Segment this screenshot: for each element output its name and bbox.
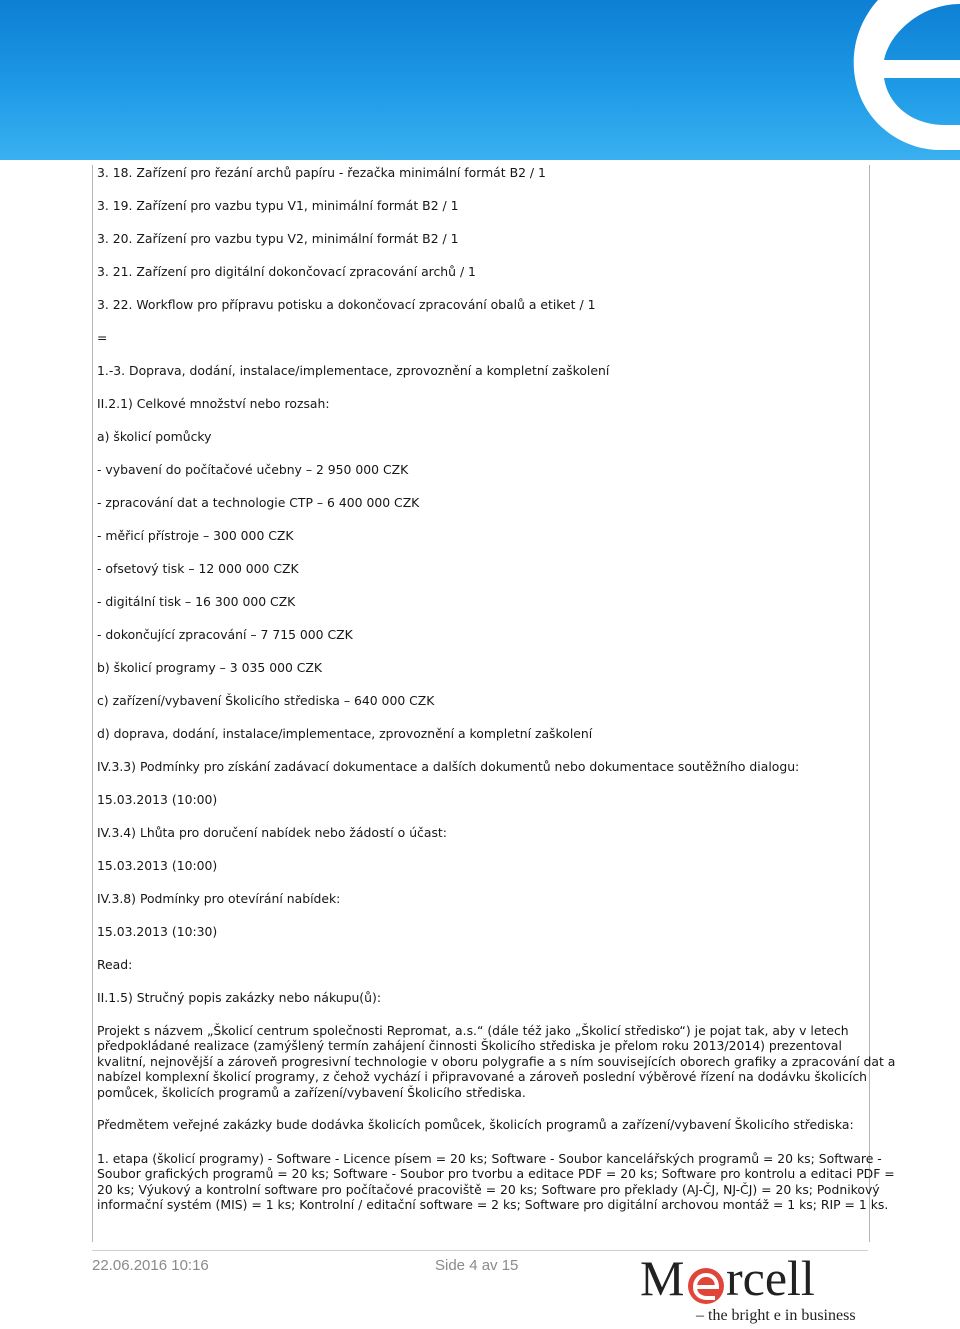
- subject-paragraph: [97, 1117, 867, 1132]
- paragraph-line: informační systém (MIS) = 1 ks; Kontrolní / editační software = 2 ks; Software pro digitální archovou montáž = 1 ks; RIP = 1 ks.: [97, 1197, 889, 1213]
- date-value: 15.03.2013 (10:00): [97, 792, 218, 807]
- paragraph-line: 1. etapa (školicí programy) - Software - Licence písem = 20 ks; Software - Soubor kancelářských programů = 20 ks; Software -: [97, 1151, 882, 1166]
- header-banner: [0, 0, 960, 160]
- list-item: - digitální tisk – 16 300 000 CZK: [97, 594, 296, 609]
- text-line: Read:: [97, 957, 133, 972]
- brand-tagline: – the bright e in business: [696, 1307, 856, 1324]
- text-line: a) školicí pomůcky: [97, 429, 212, 444]
- section-heading: IV.3.4) Lhůta pro doručení nabídek nebo žádostí o účast:: [97, 825, 447, 840]
- paragraph-line: pomůcek, školicích programů a zařízení/vybavení Školicího střediska.: [97, 1084, 526, 1100]
- text-line: 3. 18. Zařízení pro řezání archů papíru - řezačka minimální formát B2 / 1: [97, 165, 546, 180]
- brand-e-icon: [687, 1267, 725, 1305]
- text-line: d) doprava, dodání, instalace/implementace, zprovoznění a kompletní zaškolení: [97, 726, 593, 741]
- list-item: - měřicí přístroje – 300 000 CZK: [97, 528, 294, 543]
- text-line: 3. 21. Zařízení pro digitální dokončovací zpracování archů / 1: [97, 264, 476, 279]
- date-value: 15.03.2013 (10:30): [97, 924, 218, 939]
- footer-page-number: Side 4 av 15: [435, 1257, 519, 1274]
- section-heading: II.2.1) Celkové množství nebo rozsah:: [97, 396, 330, 411]
- paragraph-line: 20 ks; Výukový a kontrolní software pro počítačové pracoviště = 20 ks; Software pro překlady (AJ-ČJ, NJ-ČJ) = 20 ks; Podnikový: [97, 1181, 880, 1197]
- list-item: - zpracování dat a technologie CTP – 6 400 000 CZK: [97, 495, 420, 510]
- paragraph-line: předpokládané realizace (zamýšlený termín zahájení činnosti Školicího střediska je přelom roku 2013/2014) prezentoval: [97, 1038, 842, 1054]
- text-line: 3. 19. Zařízení pro vazbu typu V1, minimální formát B2 / 1: [97, 198, 459, 213]
- section-heading: II.1.5) Stručný popis zakázky nebo nákupu(ů):: [97, 990, 382, 1005]
- footer-date: 22.06.2016 10:16: [92, 1257, 209, 1274]
- stage-paragraph: [97, 1151, 895, 1213]
- list-item: - vybavení do počítačové učebny – 2 950 000 CZK: [97, 462, 409, 477]
- paragraph-line: Předmětem veřejné zakázky bude dodávka školicích pomůcek, školicích programů a zařízení/vybavení Školicího střediska:: [97, 1117, 854, 1132]
- text-line: 3. 22. Workflow pro přípravu potisku a dokončovací zpracování obalů a etiket / 1: [97, 297, 596, 312]
- text-line: c) zařízení/vybavení Školicího střediska – 640 000 CZK: [97, 693, 435, 708]
- logo-e-icon: [790, 0, 960, 160]
- paragraph-line: kvalitní, nejnovější a zároveň progresivní technologie v oboru polygrafie a s ním souvisejících oborech grafiky a zpracování dat a: [97, 1053, 896, 1069]
- section-heading: IV.3.8) Podmínky pro otevírání nabídek:: [97, 891, 341, 906]
- list-item: - dokončující zpracování – 7 715 000 CZK: [97, 627, 353, 642]
- paragraph-line: Projekt s názvem „Školicí centrum společnosti Repromat, a.s.“ (dále též jako „Školicí středisko“) je pojat tak, aby v letech: [97, 1023, 849, 1038]
- text-line: 1.-3. Doprava, dodání, instalace/implementace, zprovoznění a kompletní zaškolení: [97, 363, 610, 378]
- paragraph-line: nabízel komplexní školicí programy, z čehož vychází i připravované a zároveň poslední výběrové řízení na dodávku školicích: [97, 1069, 868, 1085]
- marcell-logo: M rcell – the bright e in business: [640, 1250, 856, 1324]
- text-line: 3. 20. Zařízení pro vazbu typu V2, minimální formát B2 / 1: [97, 231, 459, 246]
- section-heading: IV.3.3) Podmínky pro získání zadávací dokumentace a dalších dokumentů nebo dokumentace soutěžního dialogu:: [97, 759, 800, 774]
- text-line: =: [97, 330, 108, 345]
- description-paragraph: [97, 1023, 896, 1100]
- date-value: 15.03.2013 (10:00): [97, 858, 218, 873]
- text-line: b) školicí programy – 3 035 000 CZK: [97, 660, 323, 675]
- list-item: - ofsetový tisk – 12 000 000 CZK: [97, 561, 299, 576]
- paragraph-line: Soubor grafických programů = 20 ks; Software - Soubor pro tvorbu a editace PDF = 20 ks; Software pro kontrolu a editaci PDF =: [97, 1166, 895, 1182]
